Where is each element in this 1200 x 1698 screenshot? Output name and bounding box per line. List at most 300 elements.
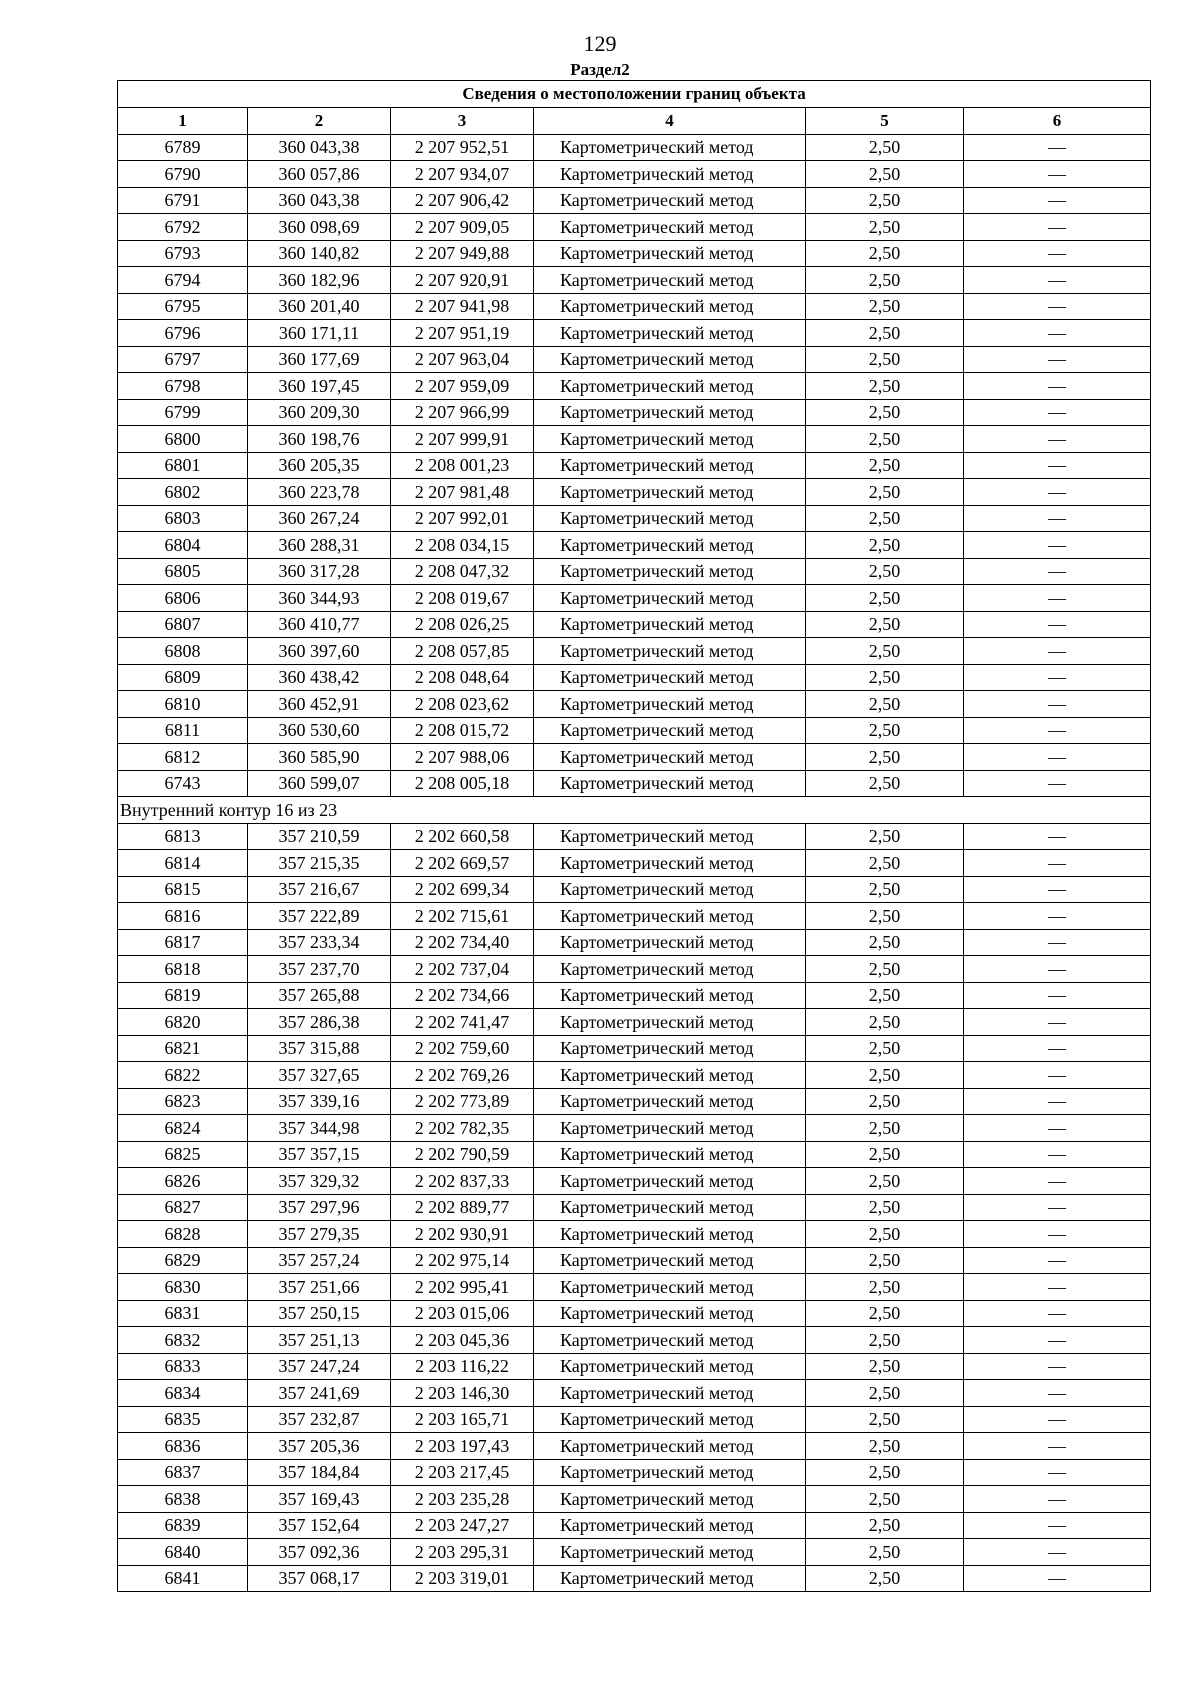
coordinate-x: 360 057,86: [248, 161, 391, 188]
determination-method: Картометрический метод: [534, 1300, 806, 1327]
accuracy-value: 2,50: [806, 558, 964, 585]
coordinate-y: 2 203 165,71: [391, 1406, 534, 1433]
coordinate-y: 2 202 734,40: [391, 929, 534, 956]
table-row: [118, 1115, 1151, 1142]
point-number: 6839: [118, 1512, 248, 1539]
description-value: —: [964, 1221, 1151, 1248]
determination-method: Картометрический метод: [534, 611, 806, 638]
accuracy-value: 2,50: [806, 1406, 964, 1433]
description-value: —: [964, 346, 1151, 373]
accuracy-value: 2,50: [806, 611, 964, 638]
coordinate-y: 2 203 015,06: [391, 1300, 534, 1327]
point-number: 6836: [118, 1433, 248, 1460]
accuracy-value: 2,50: [806, 240, 964, 267]
coordinate-x: 360 098,69: [248, 214, 391, 241]
table-row: [118, 1247, 1151, 1274]
coordinate-y: 2 207 959,09: [391, 373, 534, 400]
coordinate-x: 357 210,59: [248, 823, 391, 850]
determination-method: Картометрический метод: [534, 982, 806, 1009]
point-number: 6800: [118, 426, 248, 453]
point-number: 6841: [118, 1565, 248, 1592]
coordinate-x: 357 297,96: [248, 1194, 391, 1221]
table-row: [118, 240, 1151, 267]
coordinate-y: 2 208 023,62: [391, 691, 534, 718]
accuracy-value: 2,50: [806, 532, 964, 559]
accuracy-value: 2,50: [806, 850, 964, 877]
accuracy-value: 2,50: [806, 1353, 964, 1380]
point-number: 6803: [118, 505, 248, 532]
coordinate-x: 360 410,77: [248, 611, 391, 638]
coordinate-x: 357 279,35: [248, 1221, 391, 1248]
coordinate-y: 2 207 906,42: [391, 187, 534, 214]
determination-method: Картометрический метод: [534, 346, 806, 373]
point-number: 6819: [118, 982, 248, 1009]
point-number: 6792: [118, 214, 248, 241]
description-value: —: [964, 426, 1151, 453]
coordinate-y: 2 202 782,35: [391, 1115, 534, 1142]
determination-method: Картометрический метод: [534, 929, 806, 956]
point-number: 6835: [118, 1406, 248, 1433]
coordinate-x: 360 177,69: [248, 346, 391, 373]
coordinate-x: 360 043,38: [248, 187, 391, 214]
determination-method: Картометрический метод: [534, 1009, 806, 1036]
accuracy-value: 2,50: [806, 903, 964, 930]
coordinate-x: 360 201,40: [248, 293, 391, 320]
point-number: 6798: [118, 373, 248, 400]
table-row: [118, 1035, 1151, 1062]
description-value: —: [964, 479, 1151, 506]
accuracy-value: 2,50: [806, 1459, 964, 1486]
coordinate-x: 357 092,36: [248, 1539, 391, 1566]
accuracy-value: 2,50: [806, 1062, 964, 1089]
coordinate-x: 360 599,07: [248, 770, 391, 797]
table-caption-row: [118, 81, 1151, 108]
description-value: —: [964, 1433, 1151, 1460]
coordinate-y: 2 202 737,04: [391, 956, 534, 983]
table-row: [118, 1194, 1151, 1221]
accuracy-value: 2,50: [806, 267, 964, 294]
description-value: —: [964, 293, 1151, 320]
table-row: [118, 1168, 1151, 1195]
coordinate-y: 2 203 217,45: [391, 1459, 534, 1486]
description-value: —: [964, 1274, 1151, 1301]
coordinate-y: 2 202 715,61: [391, 903, 534, 930]
coordinate-y: 2 203 045,36: [391, 1327, 534, 1354]
coordinate-x: 357 222,89: [248, 903, 391, 930]
point-number: 6829: [118, 1247, 248, 1274]
point-number: 6812: [118, 744, 248, 771]
table-row: [118, 956, 1151, 983]
point-number: 6840: [118, 1539, 248, 1566]
coordinate-x: 360 288,31: [248, 532, 391, 559]
coordinate-y: 2 203 319,01: [391, 1565, 534, 1592]
determination-method: Картометрический метод: [534, 426, 806, 453]
description-value: —: [964, 187, 1151, 214]
determination-method: Картометрический метод: [534, 1459, 806, 1486]
determination-method: Картометрический метод: [534, 1565, 806, 1592]
coordinate-x: 360 197,45: [248, 373, 391, 400]
determination-method: Картометрический метод: [534, 1406, 806, 1433]
column-number: 4: [534, 108, 806, 135]
determination-method: Картометрический метод: [534, 1327, 806, 1354]
coordinate-x: 357 251,66: [248, 1274, 391, 1301]
determination-method: Картометрический метод: [534, 452, 806, 479]
description-value: —: [964, 717, 1151, 744]
determination-method: Картометрический метод: [534, 1274, 806, 1301]
description-value: —: [964, 691, 1151, 718]
accuracy-value: 2,50: [806, 717, 964, 744]
description-value: —: [964, 638, 1151, 665]
coordinate-x: 360 397,60: [248, 638, 391, 665]
table-row: [118, 823, 1151, 850]
boundary-coordinates-table: [117, 80, 1151, 1592]
accuracy-value: 2,50: [806, 214, 964, 241]
contour-header-row: [118, 797, 1151, 824]
point-number: 6804: [118, 532, 248, 559]
accuracy-value: 2,50: [806, 770, 964, 797]
description-value: —: [964, 1300, 1151, 1327]
coordinate-y: 2 207 988,06: [391, 744, 534, 771]
table-row: [118, 399, 1151, 426]
determination-method: Картометрический метод: [534, 1353, 806, 1380]
coordinate-y: 2 207 966,99: [391, 399, 534, 426]
description-value: —: [964, 214, 1151, 241]
point-number: 6827: [118, 1194, 248, 1221]
point-number: 6791: [118, 187, 248, 214]
coordinate-x: 357 232,87: [248, 1406, 391, 1433]
determination-method: Картометрический метод: [534, 240, 806, 267]
coordinate-y: 2 207 952,51: [391, 134, 534, 161]
point-number: 6810: [118, 691, 248, 718]
description-value: —: [964, 929, 1151, 956]
coordinate-y: 2 207 934,07: [391, 161, 534, 188]
description-value: —: [964, 1565, 1151, 1592]
determination-method: Картометрический метод: [534, 850, 806, 877]
description-value: —: [964, 823, 1151, 850]
table-row: [118, 850, 1151, 877]
accuracy-value: 2,50: [806, 1433, 964, 1460]
determination-method: Картометрический метод: [534, 214, 806, 241]
description-value: —: [964, 770, 1151, 797]
determination-method: Картометрический метод: [534, 399, 806, 426]
coordinate-x: 357 233,34: [248, 929, 391, 956]
coordinate-x: 360 530,60: [248, 717, 391, 744]
determination-method: Картометрический метод: [534, 876, 806, 903]
point-number: 6816: [118, 903, 248, 930]
table-row: [118, 585, 1151, 612]
coordinate-y: 2 208 001,23: [391, 452, 534, 479]
accuracy-value: 2,50: [806, 187, 964, 214]
description-value: —: [964, 1194, 1151, 1221]
determination-method: Картометрический метод: [534, 558, 806, 585]
accuracy-value: 2,50: [806, 1380, 964, 1407]
table-row: [118, 452, 1151, 479]
coordinate-x: 357 329,32: [248, 1168, 391, 1195]
description-value: —: [964, 267, 1151, 294]
coordinate-y: 2 208 048,64: [391, 664, 534, 691]
coordinate-y: 2 207 920,91: [391, 267, 534, 294]
table-row: [118, 1009, 1151, 1036]
accuracy-value: 2,50: [806, 1247, 964, 1274]
determination-method: Картометрический метод: [534, 823, 806, 850]
description-value: —: [964, 664, 1151, 691]
point-number: 6837: [118, 1459, 248, 1486]
page-number: 129: [583, 31, 617, 56]
coordinate-x: 360 452,91: [248, 691, 391, 718]
coordinate-y: 2 202 699,34: [391, 876, 534, 903]
accuracy-value: 2,50: [806, 585, 964, 612]
accuracy-value: 2,50: [806, 1141, 964, 1168]
accuracy-value: 2,50: [806, 929, 964, 956]
description-value: —: [964, 1353, 1151, 1380]
accuracy-value: 2,50: [806, 1274, 964, 1301]
coordinate-x: 357 250,15: [248, 1300, 391, 1327]
coordinate-y: 2 207 909,05: [391, 214, 534, 241]
coordinate-x: 360 317,28: [248, 558, 391, 585]
accuracy-value: 2,50: [806, 399, 964, 426]
table-row: [118, 187, 1151, 214]
coordinate-x: 360 585,90: [248, 744, 391, 771]
coordinate-y: 2 208 015,72: [391, 717, 534, 744]
coordinate-x: 357 357,15: [248, 1141, 391, 1168]
description-value: —: [964, 1539, 1151, 1566]
determination-method: Картометрический метод: [534, 134, 806, 161]
point-number: 6825: [118, 1141, 248, 1168]
table-row: [118, 1539, 1151, 1566]
description-value: —: [964, 1406, 1151, 1433]
accuracy-value: 2,50: [806, 1512, 964, 1539]
description-value: —: [964, 903, 1151, 930]
table-row: [118, 1565, 1151, 1592]
coordinate-y: 2 207 949,88: [391, 240, 534, 267]
table-row: [118, 638, 1151, 665]
determination-method: Картометрический метод: [534, 1141, 806, 1168]
point-number: 6789: [118, 134, 248, 161]
coordinate-x: 357 241,69: [248, 1380, 391, 1407]
point-number: 6815: [118, 876, 248, 903]
table-row: [118, 929, 1151, 956]
table-row: [118, 744, 1151, 771]
accuracy-value: 2,50: [806, 1486, 964, 1513]
determination-method: Картометрический метод: [534, 1115, 806, 1142]
coordinate-x: 357 205,36: [248, 1433, 391, 1460]
table-row: [118, 426, 1151, 453]
description-value: —: [964, 1035, 1151, 1062]
description-value: —: [964, 399, 1151, 426]
accuracy-value: 2,50: [806, 982, 964, 1009]
contour-label: Внутренний контур 16 из 23: [118, 797, 1151, 824]
coordinate-x: 357 169,43: [248, 1486, 391, 1513]
coordinate-y: 2 203 146,30: [391, 1380, 534, 1407]
point-number: 6794: [118, 267, 248, 294]
point-number: 6838: [118, 1486, 248, 1513]
point-number: 6831: [118, 1300, 248, 1327]
table-row: [118, 1221, 1151, 1248]
coordinate-x: 360 344,93: [248, 585, 391, 612]
description-value: —: [964, 134, 1151, 161]
table-row: [118, 691, 1151, 718]
accuracy-value: 2,50: [806, 1009, 964, 1036]
accuracy-value: 2,50: [806, 1168, 964, 1195]
description-value: —: [964, 876, 1151, 903]
determination-method: Картометрический метод: [534, 293, 806, 320]
accuracy-value: 2,50: [806, 956, 964, 983]
determination-method: Картометрический метод: [534, 903, 806, 930]
coordinate-y: 2 202 669,57: [391, 850, 534, 877]
point-number: 6799: [118, 399, 248, 426]
table-row: [118, 770, 1151, 797]
coordinate-y: 2 202 975,14: [391, 1247, 534, 1274]
determination-method: Картометрический метод: [534, 1194, 806, 1221]
description-value: —: [964, 1247, 1151, 1274]
table-row: [118, 346, 1151, 373]
point-number: 6813: [118, 823, 248, 850]
description-value: —: [964, 1486, 1151, 1513]
determination-method: Картометрический метод: [534, 532, 806, 559]
accuracy-value: 2,50: [806, 320, 964, 347]
point-number: 6834: [118, 1380, 248, 1407]
table-row: [118, 1406, 1151, 1433]
table-row: [118, 1141, 1151, 1168]
determination-method: Картометрический метод: [534, 373, 806, 400]
coordinate-x: 360 267,24: [248, 505, 391, 532]
description-value: —: [964, 1327, 1151, 1354]
point-number: 6805: [118, 558, 248, 585]
coordinate-x: 357 247,24: [248, 1353, 391, 1380]
table-body: [118, 134, 1151, 1592]
accuracy-value: 2,50: [806, 505, 964, 532]
table-row: [118, 293, 1151, 320]
table-row: [118, 161, 1151, 188]
point-number: 6822: [118, 1062, 248, 1089]
determination-method: Картометрический метод: [534, 770, 806, 797]
determination-method: Картометрический метод: [534, 1247, 806, 1274]
description-value: —: [964, 1009, 1151, 1036]
coordinate-y: 2 203 116,22: [391, 1353, 534, 1380]
accuracy-value: 2,50: [806, 1088, 964, 1115]
description-value: —: [964, 982, 1151, 1009]
table-row: [118, 903, 1151, 930]
determination-method: Картометрический метод: [534, 1168, 806, 1195]
accuracy-value: 2,50: [806, 664, 964, 691]
accuracy-value: 2,50: [806, 1115, 964, 1142]
table-row: [118, 532, 1151, 559]
coordinate-x: 360 223,78: [248, 479, 391, 506]
table-row: [118, 134, 1151, 161]
point-number: 6828: [118, 1221, 248, 1248]
accuracy-value: 2,50: [806, 1327, 964, 1354]
accuracy-value: 2,50: [806, 876, 964, 903]
description-value: —: [964, 1141, 1151, 1168]
accuracy-value: 2,50: [806, 1300, 964, 1327]
accuracy-value: 2,50: [806, 346, 964, 373]
accuracy-value: 2,50: [806, 134, 964, 161]
coordinate-y: 2 202 741,47: [391, 1009, 534, 1036]
accuracy-value: 2,50: [806, 691, 964, 718]
point-number: 6743: [118, 770, 248, 797]
point-number: 6811: [118, 717, 248, 744]
accuracy-value: 2,50: [806, 479, 964, 506]
table-row: [118, 717, 1151, 744]
coordinate-x: 360 205,35: [248, 452, 391, 479]
coordinate-y: 2 202 889,77: [391, 1194, 534, 1221]
coordinate-y: 2 208 019,67: [391, 585, 534, 612]
point-number: 6832: [118, 1327, 248, 1354]
coordinate-x: 360 182,96: [248, 267, 391, 294]
determination-method: Картометрический метод: [534, 1512, 806, 1539]
coordinate-y: 2 208 026,25: [391, 611, 534, 638]
determination-method: Картометрический метод: [534, 479, 806, 506]
table-row: [118, 1088, 1151, 1115]
coordinate-x: 360 198,76: [248, 426, 391, 453]
accuracy-value: 2,50: [806, 638, 964, 665]
determination-method: Картометрический метод: [534, 267, 806, 294]
coordinate-x: 357 215,35: [248, 850, 391, 877]
accuracy-value: 2,50: [806, 1194, 964, 1221]
coordinate-x: 357 315,88: [248, 1035, 391, 1062]
description-value: —: [964, 505, 1151, 532]
description-value: —: [964, 558, 1151, 585]
coordinate-x: 357 286,38: [248, 1009, 391, 1036]
description-value: —: [964, 452, 1151, 479]
table-row: [118, 664, 1151, 691]
point-number: 6833: [118, 1353, 248, 1380]
coordinate-y: 2 208 057,85: [391, 638, 534, 665]
description-value: —: [964, 1459, 1151, 1486]
accuracy-value: 2,50: [806, 161, 964, 188]
table-row: [118, 373, 1151, 400]
accuracy-value: 2,50: [806, 744, 964, 771]
accuracy-value: 2,50: [806, 823, 964, 850]
description-value: —: [964, 1088, 1151, 1115]
determination-method: Картометрический метод: [534, 1486, 806, 1513]
description-value: —: [964, 240, 1151, 267]
column-number: 5: [806, 108, 964, 135]
coordinate-x: 357 257,24: [248, 1247, 391, 1274]
point-number: 6824: [118, 1115, 248, 1142]
determination-method: Картометрический метод: [534, 187, 806, 214]
coordinate-y: 2 208 005,18: [391, 770, 534, 797]
coordinate-x: 357 251,13: [248, 1327, 391, 1354]
determination-method: Картометрический метод: [534, 956, 806, 983]
coordinate-y: 2 203 235,28: [391, 1486, 534, 1513]
accuracy-value: 2,50: [806, 1565, 964, 1592]
description-value: —: [964, 1380, 1151, 1407]
point-number: 6790: [118, 161, 248, 188]
description-value: —: [964, 373, 1151, 400]
determination-method: Картометрический метод: [534, 664, 806, 691]
description-value: —: [964, 744, 1151, 771]
description-value: —: [964, 585, 1151, 612]
table-row: [118, 1062, 1151, 1089]
coordinate-x: 360 140,82: [248, 240, 391, 267]
description-value: —: [964, 532, 1151, 559]
accuracy-value: 2,50: [806, 452, 964, 479]
table-row: [118, 611, 1151, 638]
coordinate-x: 357 237,70: [248, 956, 391, 983]
determination-method: Картометрический метод: [534, 638, 806, 665]
table-row: [118, 505, 1151, 532]
coordinate-y: 2 203 197,43: [391, 1433, 534, 1460]
description-value: —: [964, 1512, 1151, 1539]
description-value: —: [964, 1062, 1151, 1089]
point-number: 6820: [118, 1009, 248, 1036]
point-number: 6808: [118, 638, 248, 665]
point-number: 6795: [118, 293, 248, 320]
point-number: 6809: [118, 664, 248, 691]
coordinate-x: 360 438,42: [248, 664, 391, 691]
column-number: 2: [248, 108, 391, 135]
